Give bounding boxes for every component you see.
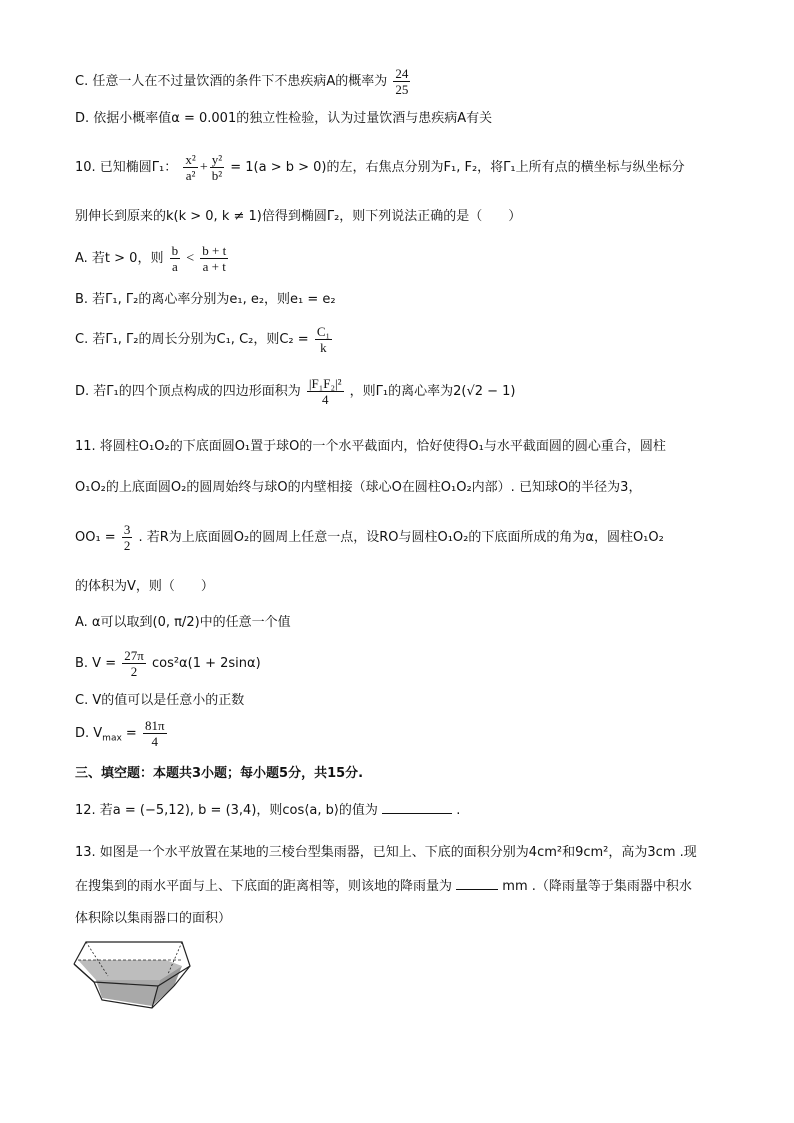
fraction-numerator: 24 — [395, 66, 409, 81]
q10-y-fraction — [210, 152, 224, 183]
fraction-denominator: 2 — [130, 664, 138, 679]
less-than-sign: < — [186, 251, 195, 266]
fraction-numerator: b — [171, 243, 179, 258]
section-heading: 三、填空题：本题共3小题；每小题5分，共15分. — [75, 766, 364, 781]
q9-option-c-text: C. 任意一人在不过量饮酒的条件下不患疾病A的概率为 — [75, 74, 388, 89]
q10-d-fraction — [307, 376, 344, 407]
q11-d-fraction — [143, 718, 167, 749]
q11-stem-line2: O₁O₂的上底面圆O₂的圆周始终与球O的内壁相接（球心O在圆柱O₁O₂内部）. 已知球O的半径为3， — [75, 480, 642, 495]
fraction-denominator: 4 — [151, 734, 158, 749]
q13-answer-blank[interactable] — [456, 889, 498, 890]
q11-oo1-fraction — [122, 522, 133, 553]
q10-stem-line1: 10. 已知椭圆Γ₁： $\frac{\text{x²}}{\text{a²}}$ + $\frac{\text{y²}}{\text{b²}}$ = 1(a > b > 0)的左，右焦点分别为F₁, F₂，将Γ₁上所有点的横坐标与纵坐标分 — [75, 152, 685, 183]
fraction-numerator: C₁ — [316, 324, 331, 339]
q11-stem-line4: 的体积为V，则（ ） — [75, 579, 214, 594]
q10-lead: 10. 已知椭圆Γ₁： — [75, 160, 178, 175]
q11-stem-line3-tail: . 若R为上底面圆O₂的圆周上任意一点，设RO与圆柱O₁O₂的下底面所成的角为α，圆柱O₁O₂ — [138, 530, 664, 545]
q11-option-d-text: D. V — [75, 726, 103, 741]
q11-option-b — [75, 648, 261, 679]
fraction-numerator: |F₁F₂|² — [308, 376, 342, 391]
q11-oo1-text: OO₁ = — [75, 530, 116, 545]
q10-option-d-tail: ，则Γ₁的离心率为2(√2 − 1) — [349, 384, 516, 399]
q11-option-c: C. V的值可以是任意小的正数 — [75, 693, 245, 708]
fraction-denominator: 2 — [123, 538, 131, 553]
fraction-denominator: k — [320, 340, 327, 355]
fraction-denominator: a — [171, 259, 178, 274]
fraction-numerator: b + t — [202, 243, 227, 258]
q12-answer-blank[interactable] — [382, 813, 452, 814]
q11-stem-line1: 11. 将圆柱O₁O₂的下底面圆O₁置于球O的一个水平截面内，恰好使得O₁与水平截面圆的圆心重合，圆柱 — [75, 439, 666, 454]
max-subscript: max — [102, 733, 122, 744]
q11-option-d — [75, 718, 169, 749]
q12-text: 12. 若a = (−5,12), b = (3,4)，则cos⟨a, b⟩的值为 — [75, 803, 378, 818]
q9-option-c — [75, 66, 412, 97]
fraction-numerator: 27π — [124, 648, 144, 663]
q10-option-d — [75, 376, 516, 407]
q9-option-c-fraction — [393, 66, 410, 97]
q10-stem-line2: 别伸长到原来的k(k > 0, k ≠ 1)倍得到椭圆Γ₂，则下列说法正确的是（ ） — [75, 209, 522, 224]
q13-text: 在搜集到的雨水平面与上、下底面的距离相等，则该地的降雨量为 — [75, 879, 453, 894]
fraction-denominator: 4 — [321, 392, 329, 407]
fraction-denominator: b² — [211, 168, 223, 183]
fraction-numerator: x² — [185, 152, 196, 167]
q9-option-d: D. 依据小概率值α = 0.001的独立性检验，认为过量饮酒与患疾病A有关 — [75, 111, 493, 126]
q13-stem-line3: 体积除以集雨器口的面积） — [75, 911, 232, 926]
q10-a-fraction-left — [170, 243, 181, 274]
q10-option-c-text: C. 若Γ₁, Γ₂的周长分别为C₁, C₂，则C₂ = — [75, 332, 309, 347]
q10-option-a-text: A. 若t > 0，则 — [75, 251, 164, 266]
q11-option-a: A. α可以取到(0, π/2)中的任意一个值 — [75, 615, 291, 630]
q10-eq-tail: = 1(a > b > 0)的左，右焦点分别为F₁, F₂，将Γ₁上所有点的横坐标与纵坐标分 — [230, 160, 685, 175]
q10-option-b: B. 若Γ₁, Γ₂的离心率分别为e₁, e₂，则e₁ = e₂ — [75, 292, 336, 307]
q11-option-b-tail: cos²α(1 + 2sinα) — [151, 656, 261, 671]
q10-x-fraction — [183, 152, 197, 183]
q11-b-fraction — [122, 648, 146, 679]
q10-option-c — [75, 324, 334, 355]
q13-stem-line2 — [75, 878, 692, 896]
q11-option-b-text: B. V = — [75, 656, 117, 671]
fraction-denominator: a + t — [202, 259, 226, 274]
q10-option-d-text: D. 若Γ₁的四个顶点构成的四边形面积为 — [75, 384, 301, 399]
q11-stem-line3 — [75, 522, 664, 553]
q12-question — [75, 802, 460, 820]
q10-c-fraction — [315, 324, 332, 355]
fraction-numerator: 81π — [144, 718, 165, 733]
equals-sign: = — [125, 726, 137, 741]
q10-a-fraction-right — [200, 243, 228, 274]
q13-text-tail: mm .（降雨量等于集雨器中积水 — [502, 879, 692, 894]
fraction-denominator: 25 — [395, 82, 409, 97]
fraction-denominator: a² — [185, 168, 196, 183]
fraction-numerator: y² — [211, 152, 223, 167]
q13-stem-line1: 13. 如图是一个水平放置在某地的三棱台型集雨器，已知上、下底的面积分别为4cm²和9cm²，高为3cm .现 — [75, 845, 697, 860]
q12-end: . — [456, 803, 461, 818]
fraction-numerator: 3 — [123, 522, 131, 537]
q10-option-a — [75, 243, 230, 274]
rain-collector-figure — [72, 938, 192, 1018]
